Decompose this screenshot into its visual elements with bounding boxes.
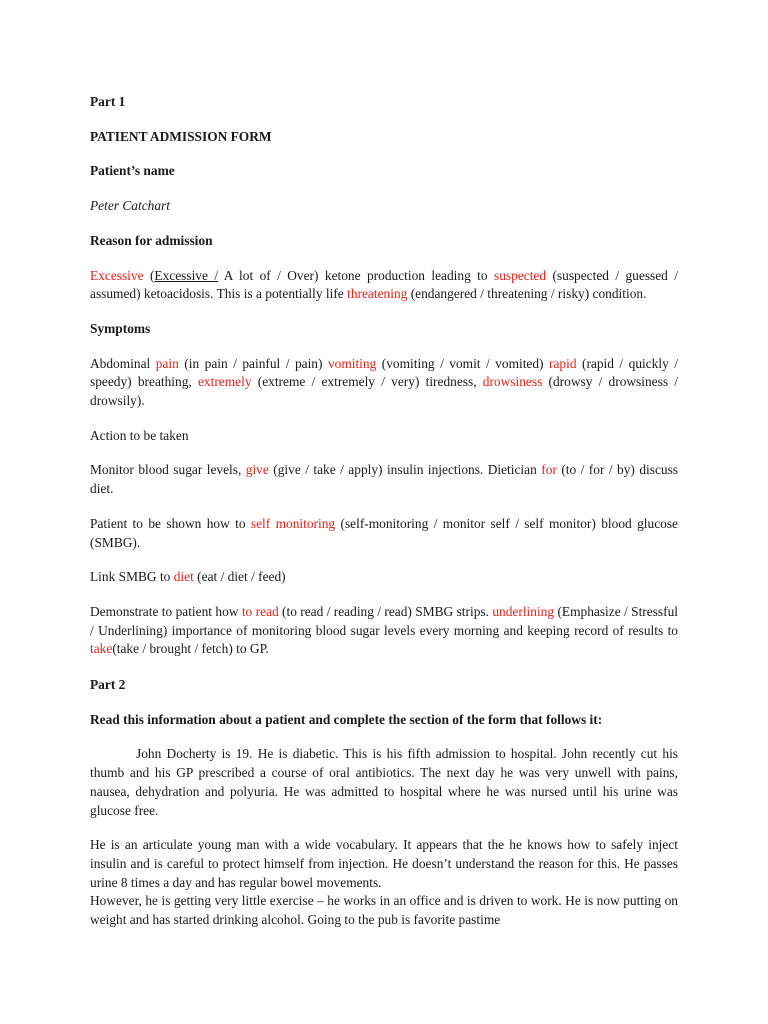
text-segment: (Emphasize / Stressful / Underlining) importance of monitoring blood sugar levels every morning and keeping record of results to (90, 603, 678, 638)
part2-heading: Part 2 (90, 677, 126, 693)
symptoms-label: Symptoms (90, 320, 151, 336)
part2-paragraph-2: He is an articulate young man with a wide vocabulary. It appears that the he knows how to safely inject insulin and is careful to protect himself from injection. He doesn’t understand the reason for this. He passes urine 8 times a day and has regular bowel movements. (90, 837, 678, 890)
action-paragraph-4 (90, 603, 678, 659)
answer-diet: diet (173, 569, 194, 585)
text-segment: Abdominal (90, 355, 156, 371)
part1-heading: Part 1 (90, 94, 126, 109)
text-segment: (take / brought / fetch) to GP. (112, 641, 269, 657)
text-segment: Patient to be shown how to (90, 515, 251, 531)
text-segment: (give / take / apply) insulin injections. Dietician (268, 462, 542, 478)
text-segment: Monitor blood sugar levels, (90, 462, 246, 478)
answer-suspected: suspected (494, 267, 547, 283)
patient-name-label: Patient’s name (90, 163, 175, 179)
answer-to-read: to read (241, 603, 279, 619)
answer-self-monitoring: self monitoring (250, 515, 336, 531)
text-segment: (to read / reading / read) SMBG strips. (278, 603, 493, 619)
answer-pain: pain (155, 355, 179, 371)
text-segment: (suspected / guessed / assumed) ketoacidosis. This is a potentially life (90, 267, 678, 302)
answer-drowsiness: drowsiness (482, 374, 543, 390)
answer-threatening: threatening (347, 286, 408, 302)
action-paragraph-2 (90, 515, 678, 552)
action-paragraph-1 (90, 461, 678, 498)
patient-name: Peter Catchart (90, 198, 170, 214)
document-page (90, 93, 678, 930)
answer-vomiting: vomiting (327, 355, 377, 371)
text-segment: (to / for / by) discuss diet. (90, 462, 679, 497)
answer-underlining: underlining (492, 603, 555, 619)
text-segment: ( (143, 267, 155, 283)
text-segment: (in pain / painful / pain) (178, 355, 328, 371)
answer-excessive: Excessive (90, 267, 144, 283)
form-title: PATIENT ADMISSION FORM (90, 128, 272, 144)
answer-give: give (245, 462, 269, 478)
symptoms-paragraph (90, 355, 678, 411)
part2-paragraph-3: However, he is getting very little exercise – he works in an office and is driven to work. He is now putting on weight and has started drinking alcohol. Going to the pub is favorite pastime (90, 893, 678, 928)
reason-paragraph (90, 267, 678, 304)
option-excessive-underlined: Excessive / (154, 267, 219, 283)
answer-take: take (90, 641, 113, 657)
text-segment: (eat / diet / feed) (193, 569, 286, 585)
part2-paragraph-1: John Docherty is 19. He is diabetic. This is his fifth admission to hospital. John recently cut his thumb and his GP prescribed a course of oral antibiotics. The next day he was very unwell with pains, nausea, dehydration and polyuria. He was admitted to hospital where he was nursed until his urine was glucose free. (90, 746, 678, 818)
action-label: Action to be taken (90, 427, 189, 443)
text-segment: (drowsy / drowsiness / drowsily). (90, 374, 678, 409)
text-segment: (rapid / quickly / speedy) breathing, (90, 355, 678, 390)
answer-rapid: rapid (549, 355, 577, 371)
text-segment: Demonstrate to patient how (90, 603, 242, 619)
text-segment: (extreme / extremely / very) tiredness, (251, 374, 483, 390)
text-segment: Link SMBG to (90, 569, 174, 585)
text-segment: A lot of / Over) ketone production leading to (218, 267, 494, 283)
part2-instruction: Read this information about a patient and complete the section of the form that follows it: (90, 711, 603, 727)
text-segment: (endangered / threatening / risky) condition. (407, 286, 647, 302)
text-segment: (vomiting / vomit / vomited) (376, 355, 549, 371)
action-paragraph-3 (90, 568, 678, 587)
reason-label: Reason for admission (90, 232, 213, 248)
text-segment: (self-monitoring / monitor self / self monitor) blood glucose (SMBG). (90, 515, 678, 550)
answer-extremely: extremely (197, 374, 252, 390)
answer-for: for (541, 462, 557, 478)
